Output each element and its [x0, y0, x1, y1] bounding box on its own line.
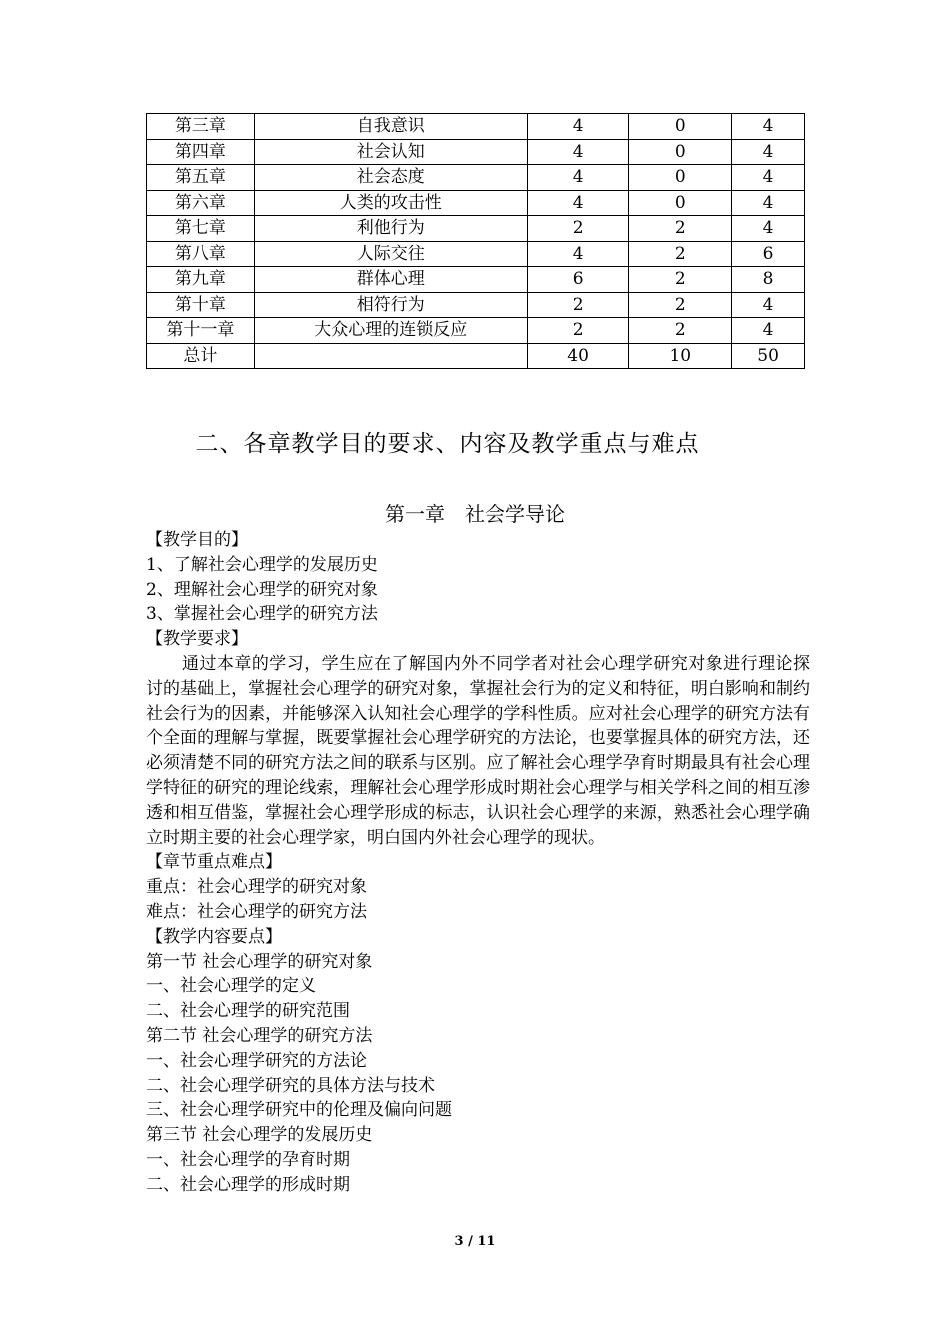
table-row	[147, 292, 805, 318]
title-cell: 自我意识	[254, 114, 527, 140]
page-number: 3 / 11	[454, 1234, 496, 1249]
table-total-row	[147, 343, 805, 369]
requirements-heading: 【教学要求】	[146, 629, 248, 650]
chapter-cell: 第八章	[147, 241, 255, 267]
table-row	[147, 216, 805, 242]
title-cell	[254, 343, 527, 369]
total-hours-cell: 4	[732, 139, 805, 165]
title-cell: 社会认知	[254, 139, 527, 165]
subsection-item: 三、社会心理学研究中的伦理及偏向问题	[146, 1100, 452, 1121]
total-hours-cell: 4	[732, 318, 805, 344]
table-row	[147, 165, 805, 191]
objective-item: 1、了解社会心理学的发展历史	[146, 554, 378, 575]
total-hours-cell: 50	[732, 343, 805, 369]
objective-item: 3、掌握社会心理学的研究方法	[146, 604, 378, 625]
title-cell: 人类的攻击性	[254, 190, 527, 216]
title-cell: 大众心理的连锁反应	[254, 318, 527, 344]
chapter-cell: 第十章	[147, 292, 255, 318]
chapter-cell: 第十一章	[147, 318, 255, 344]
lecture-hours-cell: 40	[527, 343, 629, 369]
practice-hours-cell: 0	[629, 114, 732, 140]
practice-hours-cell: 0	[629, 190, 732, 216]
table-row	[147, 190, 805, 216]
objective-item: 2、理解社会心理学的研究对象	[146, 579, 378, 600]
lecture-hours-cell: 4	[527, 190, 629, 216]
table-row	[147, 267, 805, 293]
key-point: 重点：社会心理学的研究对象	[146, 877, 367, 898]
total-hours-cell: 4	[732, 190, 805, 216]
subsection-item: 一、社会心理学的孕育时期	[146, 1149, 350, 1170]
total-hours-cell: 6	[732, 241, 805, 267]
practice-hours-cell: 10	[629, 343, 732, 369]
content-heading: 【教学内容要点】	[146, 926, 282, 947]
lecture-hours-cell: 2	[527, 292, 629, 318]
title-cell: 群体心理	[254, 267, 527, 293]
chapter-cell: 第三章	[147, 114, 255, 140]
total-hours-cell: 4	[732, 292, 805, 318]
subsection-item: 一、社会心理学研究的方法论	[146, 1050, 367, 1071]
practice-hours-cell: 2	[629, 241, 732, 267]
total-hours-cell: 4	[732, 165, 805, 191]
table-row	[147, 139, 805, 165]
chapter-cell: 第七章	[147, 216, 255, 242]
practice-hours-cell: 2	[629, 216, 732, 242]
title-cell: 相符行为	[254, 292, 527, 318]
title-cell: 社会态度	[254, 165, 527, 191]
subsection-item: 一、社会心理学的定义	[146, 976, 316, 997]
practice-hours-cell: 2	[629, 292, 732, 318]
lecture-hours-cell: 4	[527, 241, 629, 267]
practice-hours-cell: 2	[629, 267, 732, 293]
table-row	[147, 318, 805, 344]
chapter-cell: 第九章	[147, 267, 255, 293]
chapter-body	[146, 528, 810, 1198]
total-hours-cell: 8	[732, 267, 805, 293]
key-points-heading: 【章节重点难点】	[146, 852, 282, 873]
title-cell: 利他行为	[254, 216, 527, 242]
lecture-hours-cell: 6	[527, 267, 629, 293]
subsection-item: 二、社会心理学研究的具体方法与技术	[146, 1075, 435, 1096]
lecture-hours-cell: 2	[527, 318, 629, 344]
lecture-hours-cell: 4	[527, 139, 629, 165]
section-item: 第一节 社会心理学的研究对象	[146, 951, 373, 972]
title-cell: 人际交往	[254, 241, 527, 267]
subsection-item: 二、社会心理学的研究范围	[146, 1001, 350, 1022]
practice-hours-cell: 0	[629, 165, 732, 191]
subsection-item: 二、社会心理学的形成时期	[146, 1174, 350, 1195]
requirements-paragraph: 通过本章的学习，学生应在了解国内外不同学者对社会心理学研究对象进行理论探讨的基础上，掌握社会心理学的研究对象，掌握社会行为的定义和特征，明白影响和制约社会行为的因素，并能够深入认知社会心理学的学科性质。应对社会心理学的研究方法有个全面的理解与掌握，既要掌握社会心理学研究的方法论，也要掌握具体的研究方法，还必须清楚不同的研究方法之间的联系与区别。应了解社会心理学孕育时期最具有社会心理学特征的研究的理论线索，理解社会心理学形成时期社会心理学与相关学科之间的相互渗透和相互借鉴，掌握社会心理学形成的标志，认识社会心理学的来源，熟悉社会心理学确立时期主要的社会心理学家，明白国内外社会心理学的现状。	[146, 653, 810, 848]
table-row	[147, 241, 805, 267]
section-heading: 二、各章教学目的要求、内容及教学重点与难点	[195, 431, 700, 457]
section-item: 第二节 社会心理学的研究方法	[146, 1025, 373, 1046]
lecture-hours-cell: 4	[527, 114, 629, 140]
total-hours-cell: 4	[732, 216, 805, 242]
chapter-cell: 第五章	[147, 165, 255, 191]
lecture-hours-cell: 2	[527, 216, 629, 242]
practice-hours-cell: 0	[629, 139, 732, 165]
chapter-cell: 第四章	[147, 139, 255, 165]
chapter-cell: 第六章	[147, 190, 255, 216]
difficulty-point: 难点：社会心理学的研究方法	[146, 901, 367, 922]
objectives-heading: 【教学目的】	[146, 530, 248, 550]
total-label-cell: 总计	[147, 343, 255, 369]
table-row	[147, 114, 805, 140]
practice-hours-cell: 2	[629, 318, 732, 344]
total-hours-cell: 4	[732, 114, 805, 140]
section-item: 第三节 社会心理学的发展历史	[146, 1125, 373, 1146]
lecture-hours-cell: 4	[527, 165, 629, 191]
hours-table	[146, 113, 805, 369]
chapter-heading: 第一章 社会学导论	[385, 502, 565, 526]
